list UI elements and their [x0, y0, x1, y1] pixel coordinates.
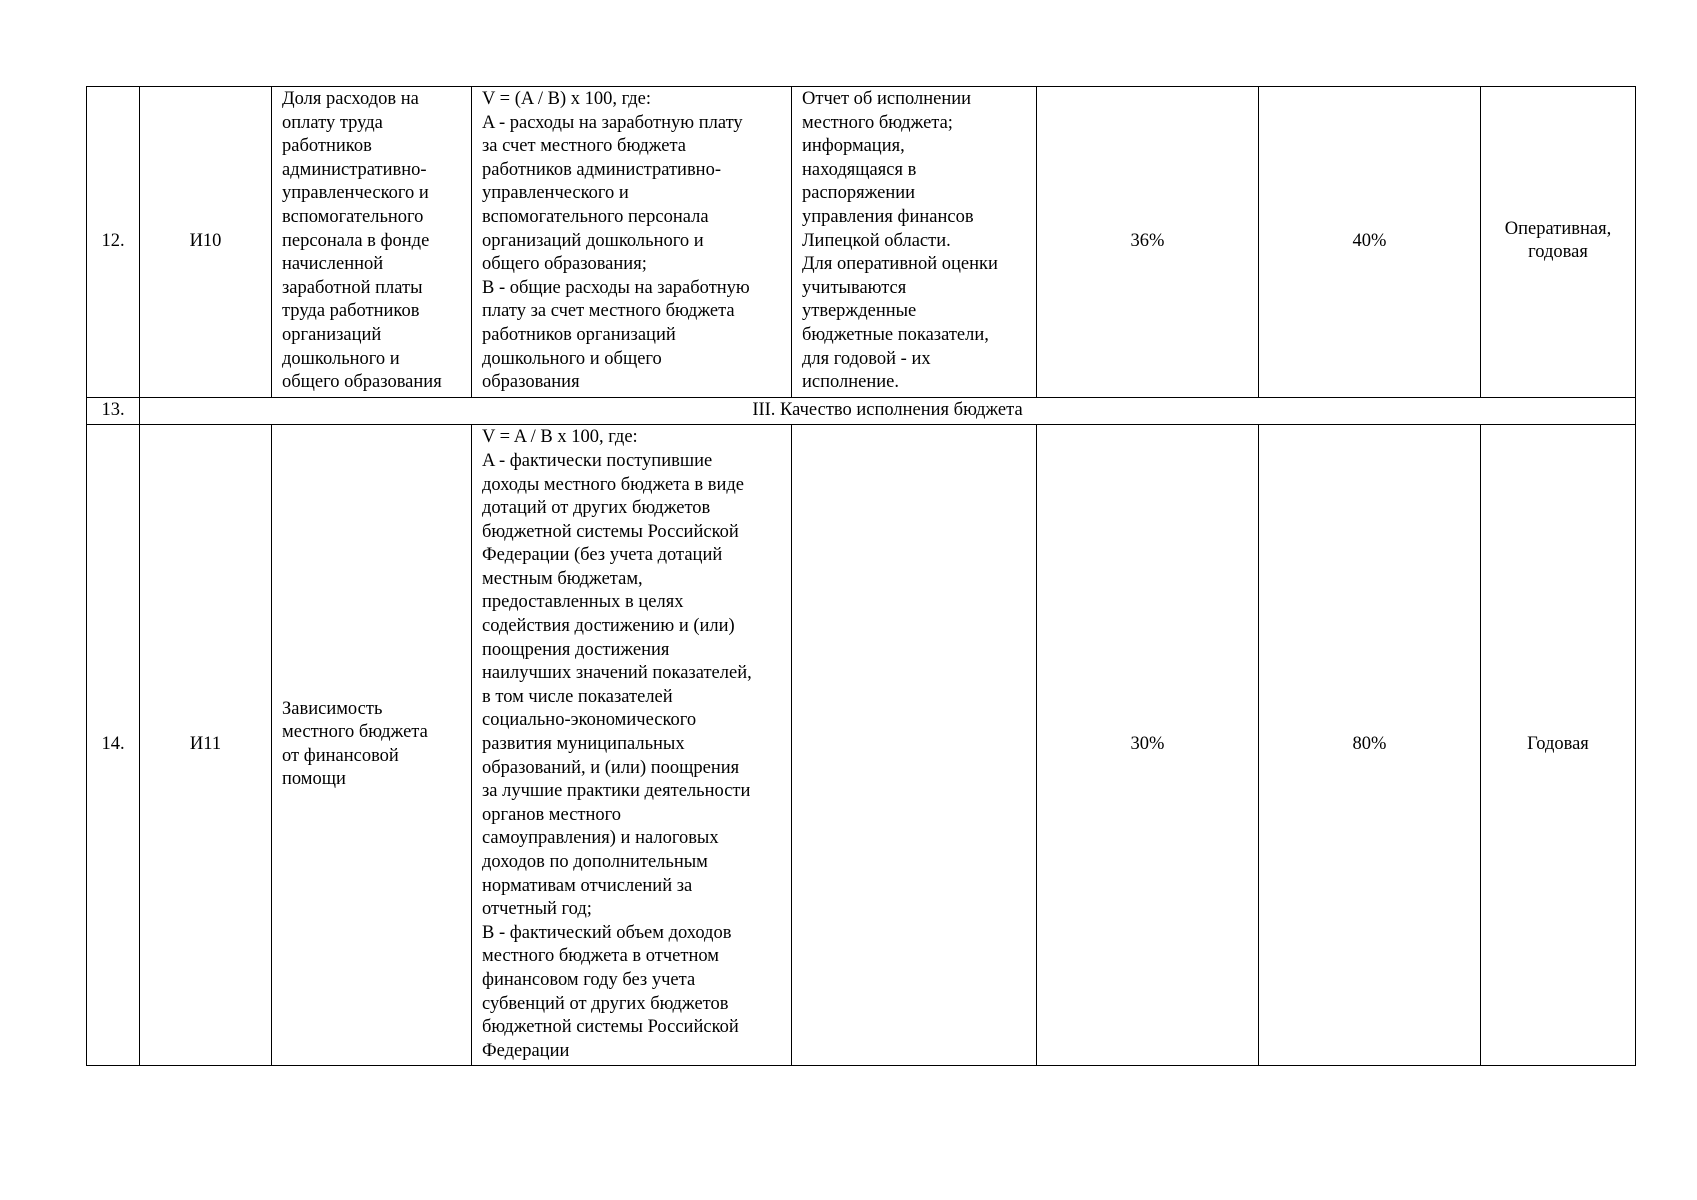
text-line: административно-	[282, 159, 427, 180]
text-line: дошкольного и	[282, 348, 400, 369]
text-line: заработной платы	[282, 277, 423, 298]
text-line: дотаций от других бюджетов	[482, 498, 711, 519]
value-column-2: 80%	[1259, 425, 1481, 1066]
indicator-name	[272, 425, 472, 1066]
text-line: работников	[282, 136, 372, 157]
text-line: распоряжении	[802, 183, 916, 204]
text-line: Федерации	[482, 1040, 570, 1061]
text-line: вспомогательного персонала	[482, 206, 709, 227]
text-line: Липецкой области.	[802, 230, 951, 251]
indicators-table	[86, 86, 1636, 1066]
text-line: образований, и (или) поощрения	[482, 757, 740, 778]
text-line: труда работников	[282, 301, 420, 322]
text-line: социально-экономического	[482, 710, 697, 731]
text-line: Зависимость	[282, 698, 383, 719]
text-line: плату за счет местного бюджета	[482, 301, 735, 322]
text-line: находящаяся в	[802, 159, 917, 180]
row-number: 12.	[87, 87, 140, 398]
indicator-formula	[472, 425, 792, 1066]
assessment-period	[1481, 87, 1636, 398]
indicator-code: И11	[140, 425, 272, 1066]
text-line: образования	[482, 372, 580, 393]
text-line: в том числе показателей	[482, 686, 673, 707]
text-line: общего образования	[282, 372, 442, 393]
text-line: бюджетные показатели,	[802, 324, 989, 345]
text-line: развития муниципальных	[482, 734, 685, 755]
text-line: доходы местного бюджета в виде	[482, 474, 744, 495]
text-line: начисленной	[282, 254, 384, 275]
text-line: дошкольного и общего	[482, 348, 662, 369]
text-line: финансовом году без учета	[482, 969, 696, 990]
value-column-1: 36%	[1037, 87, 1259, 398]
value-column-1: 30%	[1037, 425, 1259, 1066]
text-line: учитываются	[802, 277, 907, 298]
text-line: персонала в фонде	[282, 230, 430, 251]
text-line: информация,	[802, 136, 905, 157]
text-line: для годовой - их	[802, 348, 931, 369]
text-line: предоставленных в целях	[482, 592, 684, 613]
text-line: A - фактически поступившие	[482, 450, 713, 471]
text-line: исполнение.	[802, 372, 899, 393]
text-line: работников административно-	[482, 159, 721, 180]
assessment-period	[1481, 425, 1636, 1066]
text-line: бюджетной системы Российской	[482, 521, 739, 542]
indicator-formula	[472, 87, 792, 398]
text-line: помощи	[282, 769, 346, 790]
text-line: Оперативная,	[1504, 218, 1612, 239]
section-title: III. Качество исполнения бюджета	[140, 397, 1636, 425]
text-line: работников организаций	[482, 324, 676, 345]
text-line: B - фактический объем доходов	[482, 922, 732, 943]
text-line: за счет местного бюджета	[482, 136, 687, 157]
text-line: организаций	[282, 324, 382, 345]
data-source	[792, 425, 1037, 1066]
text-line: B - общие расходы на заработную	[482, 277, 750, 298]
table-row-12	[87, 87, 1636, 398]
value-column-2: 40%	[1259, 87, 1481, 398]
text-line: бюджетной системы Российской	[482, 1017, 739, 1038]
text-line: самоуправления) и налоговых	[482, 828, 719, 849]
text-line: местного бюджета;	[802, 112, 953, 133]
text-line: управления финансов	[802, 206, 974, 227]
row-number: 14.	[87, 425, 140, 1066]
text-line: органов местного	[482, 804, 622, 825]
text-line: Для оперативной оценки	[802, 254, 998, 275]
text-line: вспомогательного	[282, 206, 424, 227]
text-line: Федерации (без учета дотаций	[482, 545, 723, 566]
text-line: доходов по дополнительным	[482, 852, 708, 872]
text-line: V = (A / B) x 100, где:	[482, 89, 652, 109]
text-line: общего образования;	[482, 254, 647, 275]
text-line: местным бюджетам,	[482, 568, 643, 589]
text-line: годовая	[1528, 242, 1588, 263]
row-number: 13.	[87, 397, 140, 425]
text-line: поощрения достижения	[482, 639, 670, 660]
text-line: Годовая	[1527, 734, 1589, 755]
text-line: содействия достижению и (или)	[482, 616, 735, 637]
text-line: отчетный год;	[482, 899, 592, 920]
text-line: Отчет об исполнении	[802, 89, 972, 109]
text-line: наилучших значений показателей,	[482, 663, 752, 684]
text-line: местного бюджета в отчетном	[482, 946, 719, 967]
text-line: нормативам отчислений за	[482, 875, 693, 896]
text-line: A - расходы на заработную плату	[482, 112, 743, 133]
indicator-code: И10	[140, 87, 272, 398]
data-source	[792, 87, 1037, 398]
text-line: Доля расходов на	[282, 89, 419, 109]
text-line: V = A / B x 100, где:	[482, 427, 638, 448]
text-line: от финансовой	[282, 745, 399, 766]
text-line: организаций дошкольного и	[482, 230, 704, 251]
text-line: управленческого и	[282, 183, 429, 204]
text-line: за лучшие практики деятельности	[482, 781, 751, 802]
text-line: оплату труда	[282, 112, 383, 133]
text-line: утвержденные	[802, 301, 917, 322]
section-row-13	[87, 397, 1636, 425]
text-line: субвенций от других бюджетов	[482, 993, 729, 1014]
indicator-name	[272, 87, 472, 398]
table-row-14	[87, 425, 1636, 1066]
text-line: местного бюджета	[282, 722, 428, 743]
text-line: управленческого и	[482, 183, 629, 204]
